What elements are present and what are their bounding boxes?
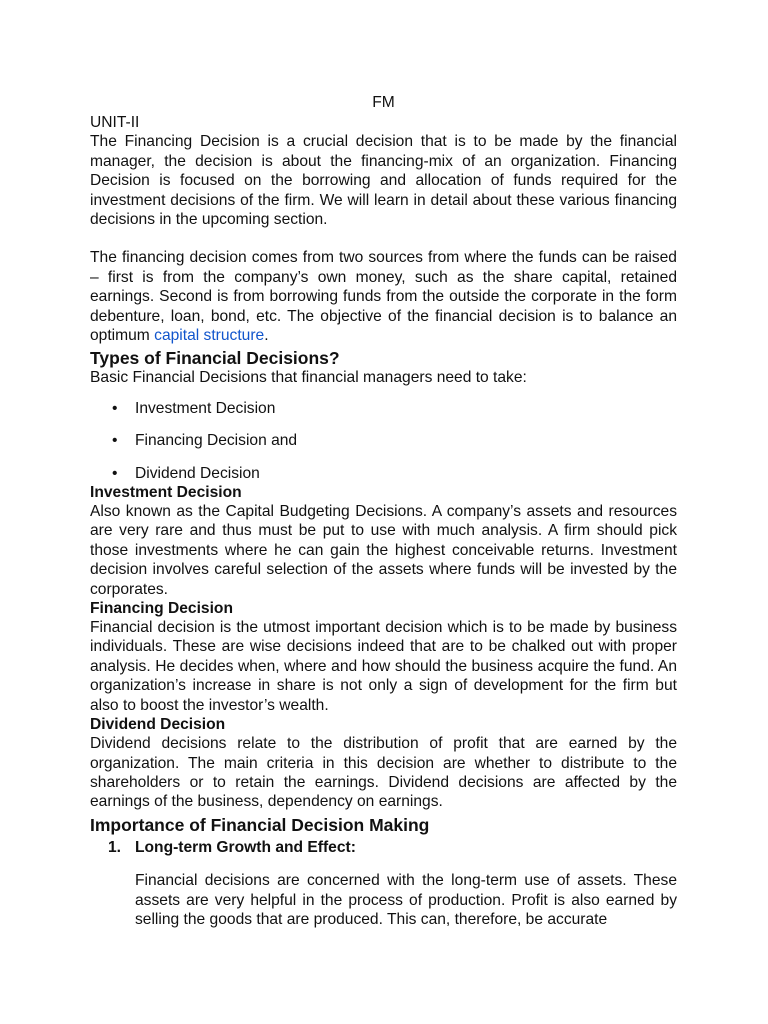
capital-structure-link[interactable]: capital structure <box>154 327 265 345</box>
intro-paragraph: The Financing Decision is a crucial decision that is to be made by the financial manager, the decision is about the financing-mix of an organization. Financing Decision is focused on the borrowing and allocation of funds required for the investment decisions of the firm. We will learn in detail about these various financing decisions in the upcoming section. <box>90 133 677 229</box>
bullet-icon: • <box>112 399 118 417</box>
document-title: FM <box>372 94 395 111</box>
list-item-paragraph: Financial decisions are concerned with the long-term use of assets. These assets are very helpful in the process of production. Profit is also earned by selling the goods that are produced. This can, therefore, be accurate <box>135 872 677 928</box>
list-item <box>90 838 677 930</box>
paragraph-gap <box>90 229 677 248</box>
list-item <box>90 399 677 418</box>
list-item <box>90 464 677 483</box>
types-heading: Types of Financial Decisions? <box>90 348 340 369</box>
importance-heading: Importance of Financial Decision Making <box>90 814 430 835</box>
list-item-label: Financing Decision and <box>135 432 298 450</box>
importance-list <box>90 838 677 930</box>
unit-label: UNIT-II <box>90 114 140 131</box>
sources-text: The financing decision comes from two sources from where the funds can be raised – first is from the company’s own money, such as the share capital, retained earnings. Second is from borrowing funds from the outside the corporate in the form debenture, loan, bond, etc. The objective of the financial decision is to balance an optimum <box>90 249 677 345</box>
decision-types-list <box>90 399 677 483</box>
types-intro: Basic Financial Decisions that financial managers need to take: <box>90 369 527 387</box>
list-item-heading: Long-term Growth and Effect: <box>135 838 356 856</box>
list-item-label: Dividend Decision <box>135 464 260 482</box>
dividend-paragraph: Dividend decisions relate to the distribution of profit that are earned by the organization. The main criteria in this decision are whether to distribute to the shareholders or to retain the earnings. Dividend decisions are affected by the earnings of the business, dependency on earnings. <box>90 735 677 811</box>
investment-heading: Investment Decision <box>90 484 242 502</box>
document-page <box>90 93 677 929</box>
sources-paragraph <box>90 248 677 345</box>
sources-text-end: . <box>264 327 269 345</box>
dividend-heading: Dividend Decision <box>90 716 226 734</box>
bullet-icon: • <box>112 432 118 450</box>
list-item <box>90 431 677 450</box>
list-number: 1. <box>108 838 122 856</box>
financing-paragraph: Financial decision is the utmost important decision which is to be made by business individuals. These are wise decisions indeed that are to be chalked out with proper analysis. He decides when, where and how should the business acquire the fund. An organization’s increase in share is not only a sign of development for the firm but also to boost the investor’s wealth. <box>90 619 677 714</box>
investment-paragraph: Also known as the Capital Budgeting Decisions. A company’s assets and resources are very rare and thus must be put to use with much analysis. A firm should pick those investments where he can gain the highest conceivable returns. Investment decision involves careful selection of the assets where funds will be invested by the corporates. <box>90 503 677 598</box>
bullet-icon: • <box>112 464 118 482</box>
financing-heading: Financing Decision <box>90 600 233 618</box>
list-item-label: Investment Decision <box>135 399 276 417</box>
